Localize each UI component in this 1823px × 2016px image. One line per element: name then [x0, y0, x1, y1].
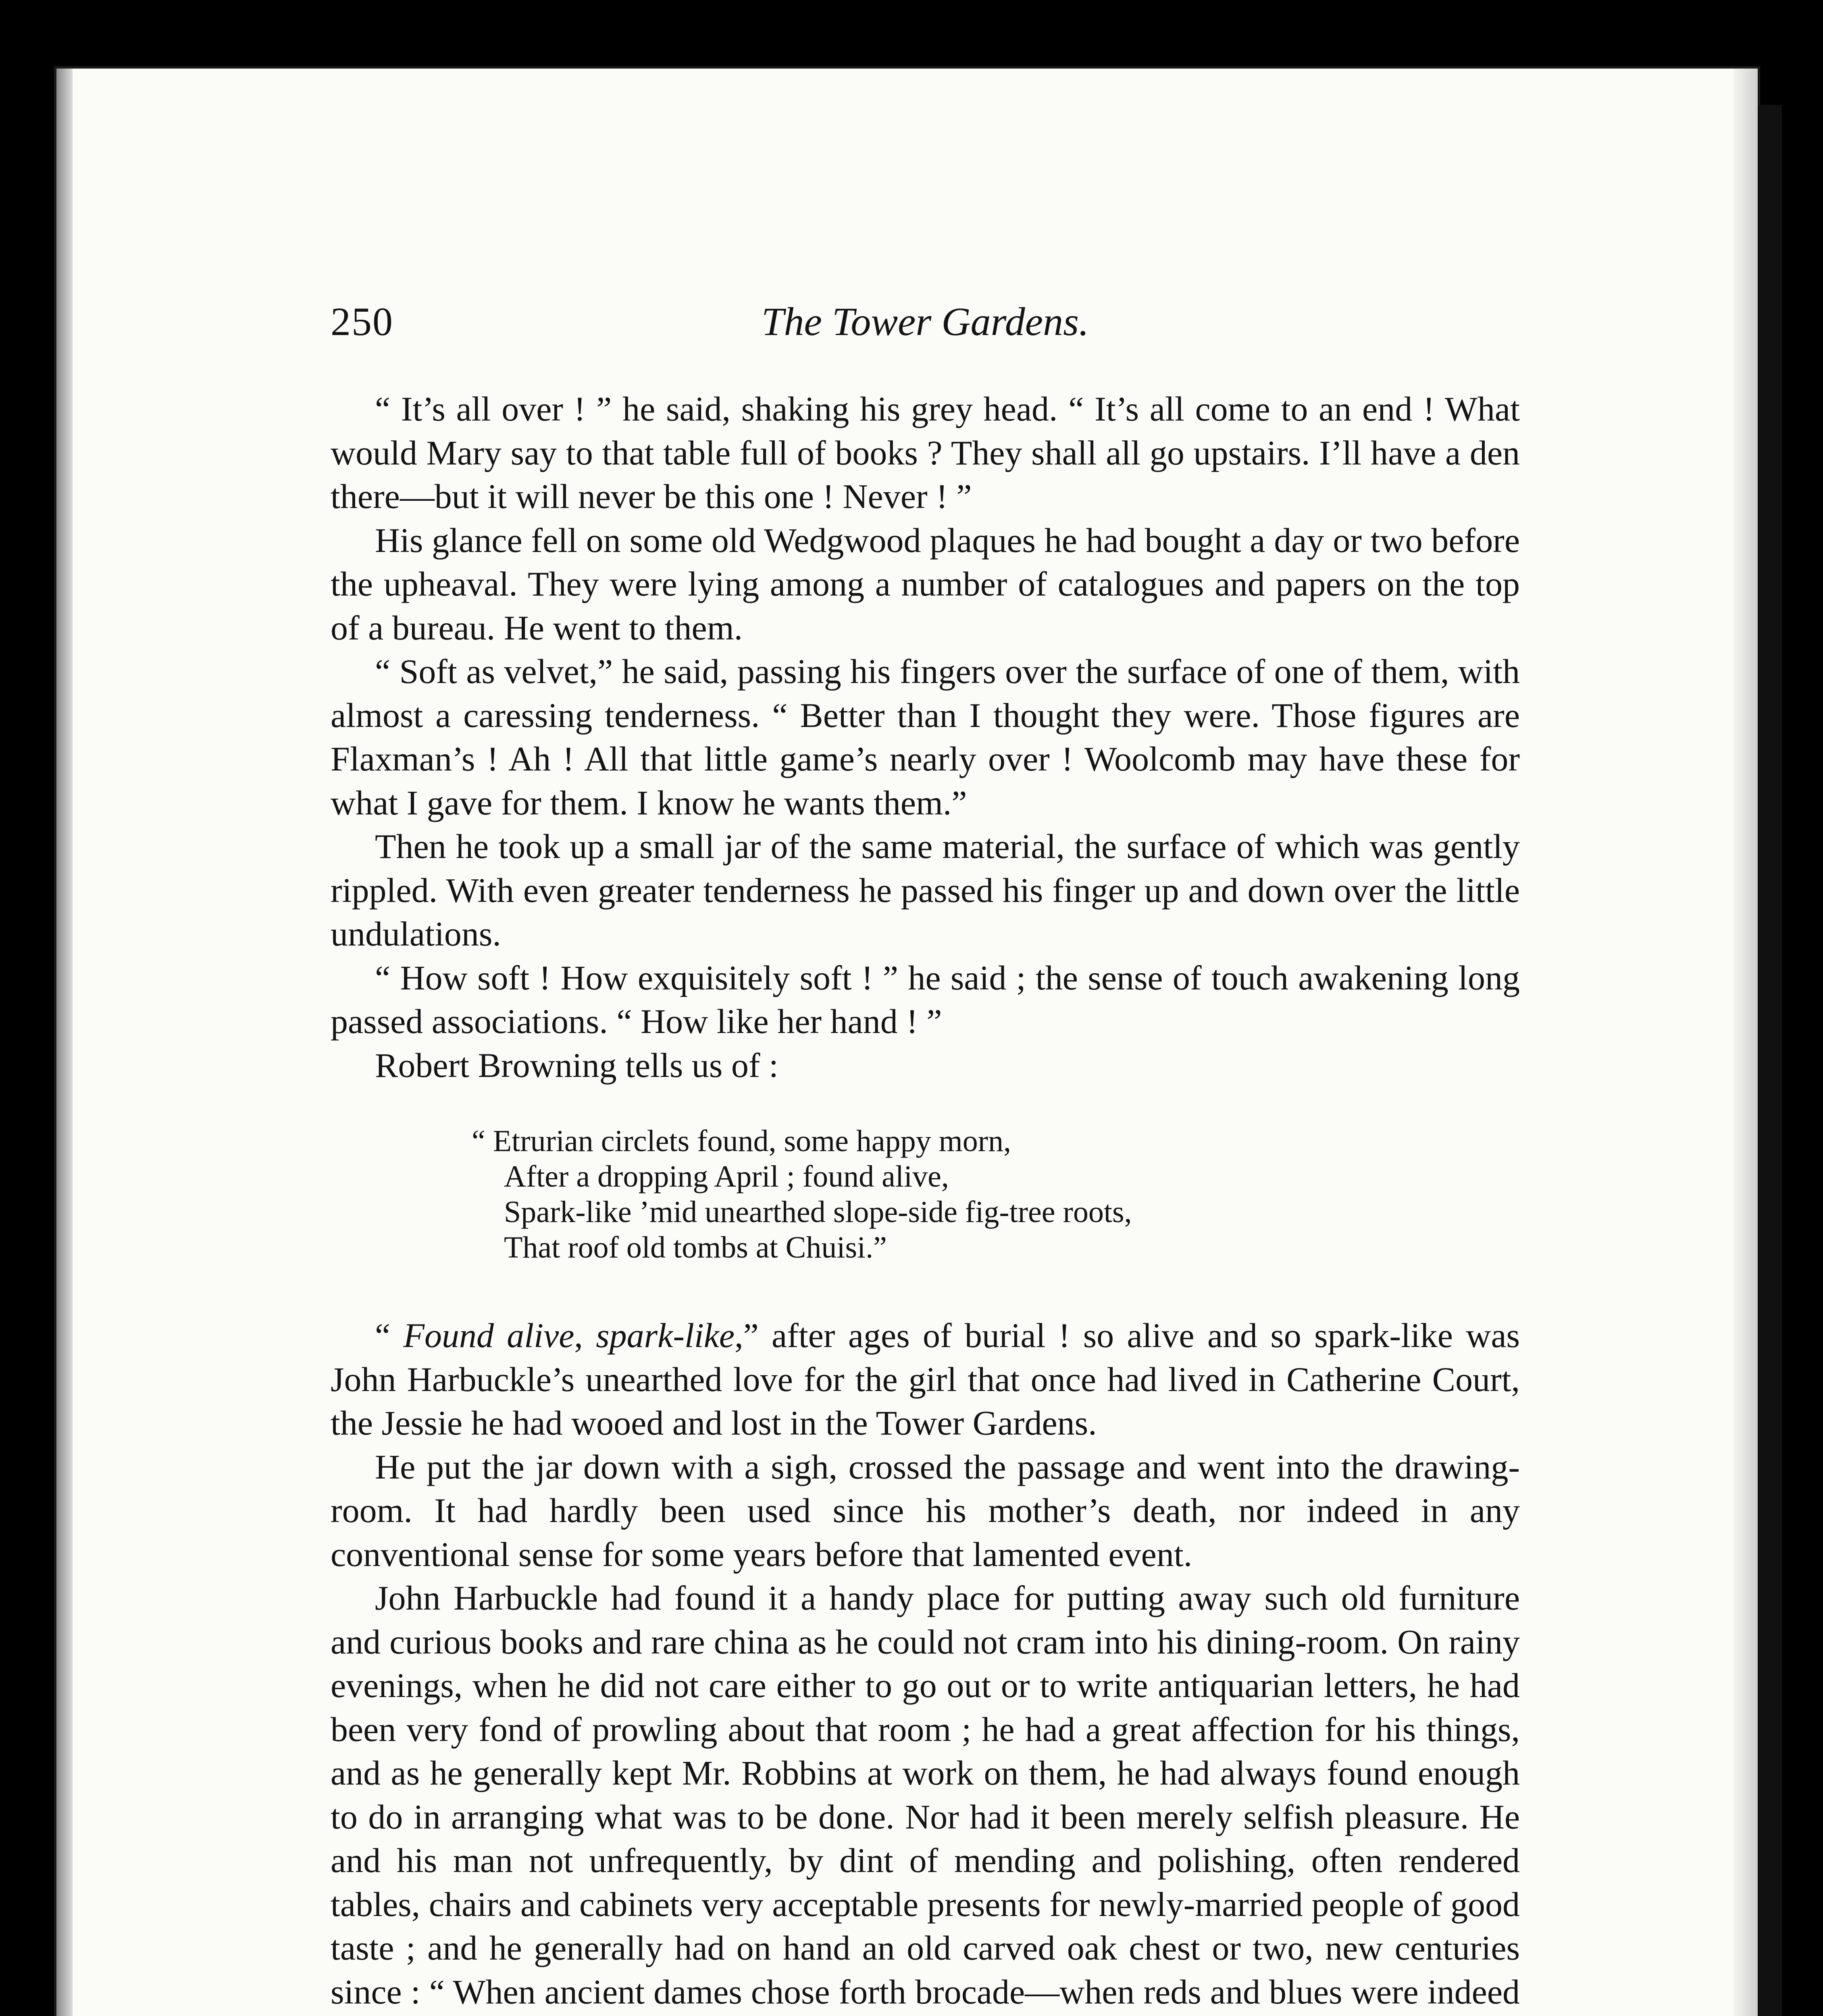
italic-phrase: spark-like	[596, 1316, 735, 1355]
paragraph: “ It’s all over ! ” he said, shaking his grey head. “ It’s all come to an end ! What would Mary say to that table full of books ? They shall all go upstairs. I’ll have a den there—but it will never be this one ! Never ! ”	[331, 389, 1520, 516]
verse-line: “ Etrurian circlets found, some happy morn,	[472, 1124, 1011, 1158]
comma: ,	[574, 1316, 596, 1355]
paragraph: “ How soft ! How exquisitely soft ! ” he said ; the sense of touch awakening long passed associations. “ How like her hand ! ”	[331, 958, 1520, 1041]
verse-line: That roof old tombs at Chuisi.”	[504, 1231, 887, 1264]
page-edge	[1734, 69, 1758, 2016]
verse-line: After a dropping April ; found alive,	[504, 1160, 949, 1193]
italic-phrase: Found alive	[403, 1316, 574, 1355]
paragraph: Then he took up a small jar of the same material, the surface of which was gently rippled. With even greater tenderness he passed his finger up and down over the little undulations.	[331, 827, 1520, 953]
paragraph	[331, 1314, 1520, 1445]
paragraph: John Harbuckle had found it a handy place for putting away such old furniture and curious books and rare china as he could not cram into his dining-room. On rainy evenings, when he did not care either to go out or to write antiquarian letters, he had been very fond of prowling about that room ; he had a great affection for his things, and as he generally kept Mr. Robbins at work on them, he had always found enough to do in arranging what was to be done. Nor had it been merely selfish pleasure. He and his man not unfrequently, by dint of mending and polishing, often rendered tables, chairs and cabinets very acceptable presents for newly-married people of good taste ; and he generally had on hand an old carved oak chest or two, new centuries since : “ When ancient dames chose forth brocade—when reds and blues were indeed	[331, 1579, 1520, 2011]
body-text	[331, 387, 1520, 2016]
verse-line: Spark-like ’mid unearthed slope-side fig-tree roots,	[504, 1195, 1132, 1229]
quote-mark: “	[375, 1316, 404, 1355]
verse-quotation	[331, 1123, 1520, 1265]
page-number: 250	[331, 299, 393, 344]
running-title: The Tower Gardens.	[761, 299, 1089, 344]
running-head	[331, 298, 1520, 351]
paragraph: His glance fell on some old Wedgwood plaques he had bought a day or two before the upheaval. They were lying among a number of catalogues and papers on the top of a bureau. He went to them.	[331, 521, 1520, 647]
paragraph: “ Soft as velvet,” he said, passing his fingers over the surface of one of them, with almost a caressing tenderness. “ Better than I thought they were. Those figures are Flaxman’s ! Ah ! All that little game’s nearly over ! Woolcomb may have these for what I gave for them. I know he wants them.”	[331, 652, 1520, 822]
facing-page-edge	[1758, 105, 1782, 2016]
paragraph-text: ,” after ages of burial ! so alive and so spark-like was John Harbuckle’s unearthed love for the girl that once had lived in Catherine Court, the Jessie he had wooed and lost in the Tower Gardens.	[331, 1316, 1520, 1442]
paragraph: Robert Browning tells us of :	[375, 1045, 778, 1085]
paragraph: He put the jar down with a sigh, crossed the passage and went into the drawing-room. It had hardly been used since his mother’s death, nor indeed in any conventional sense for some years before that lamented event.	[331, 1447, 1520, 1574]
page-gutter-shadow	[56, 69, 73, 2016]
